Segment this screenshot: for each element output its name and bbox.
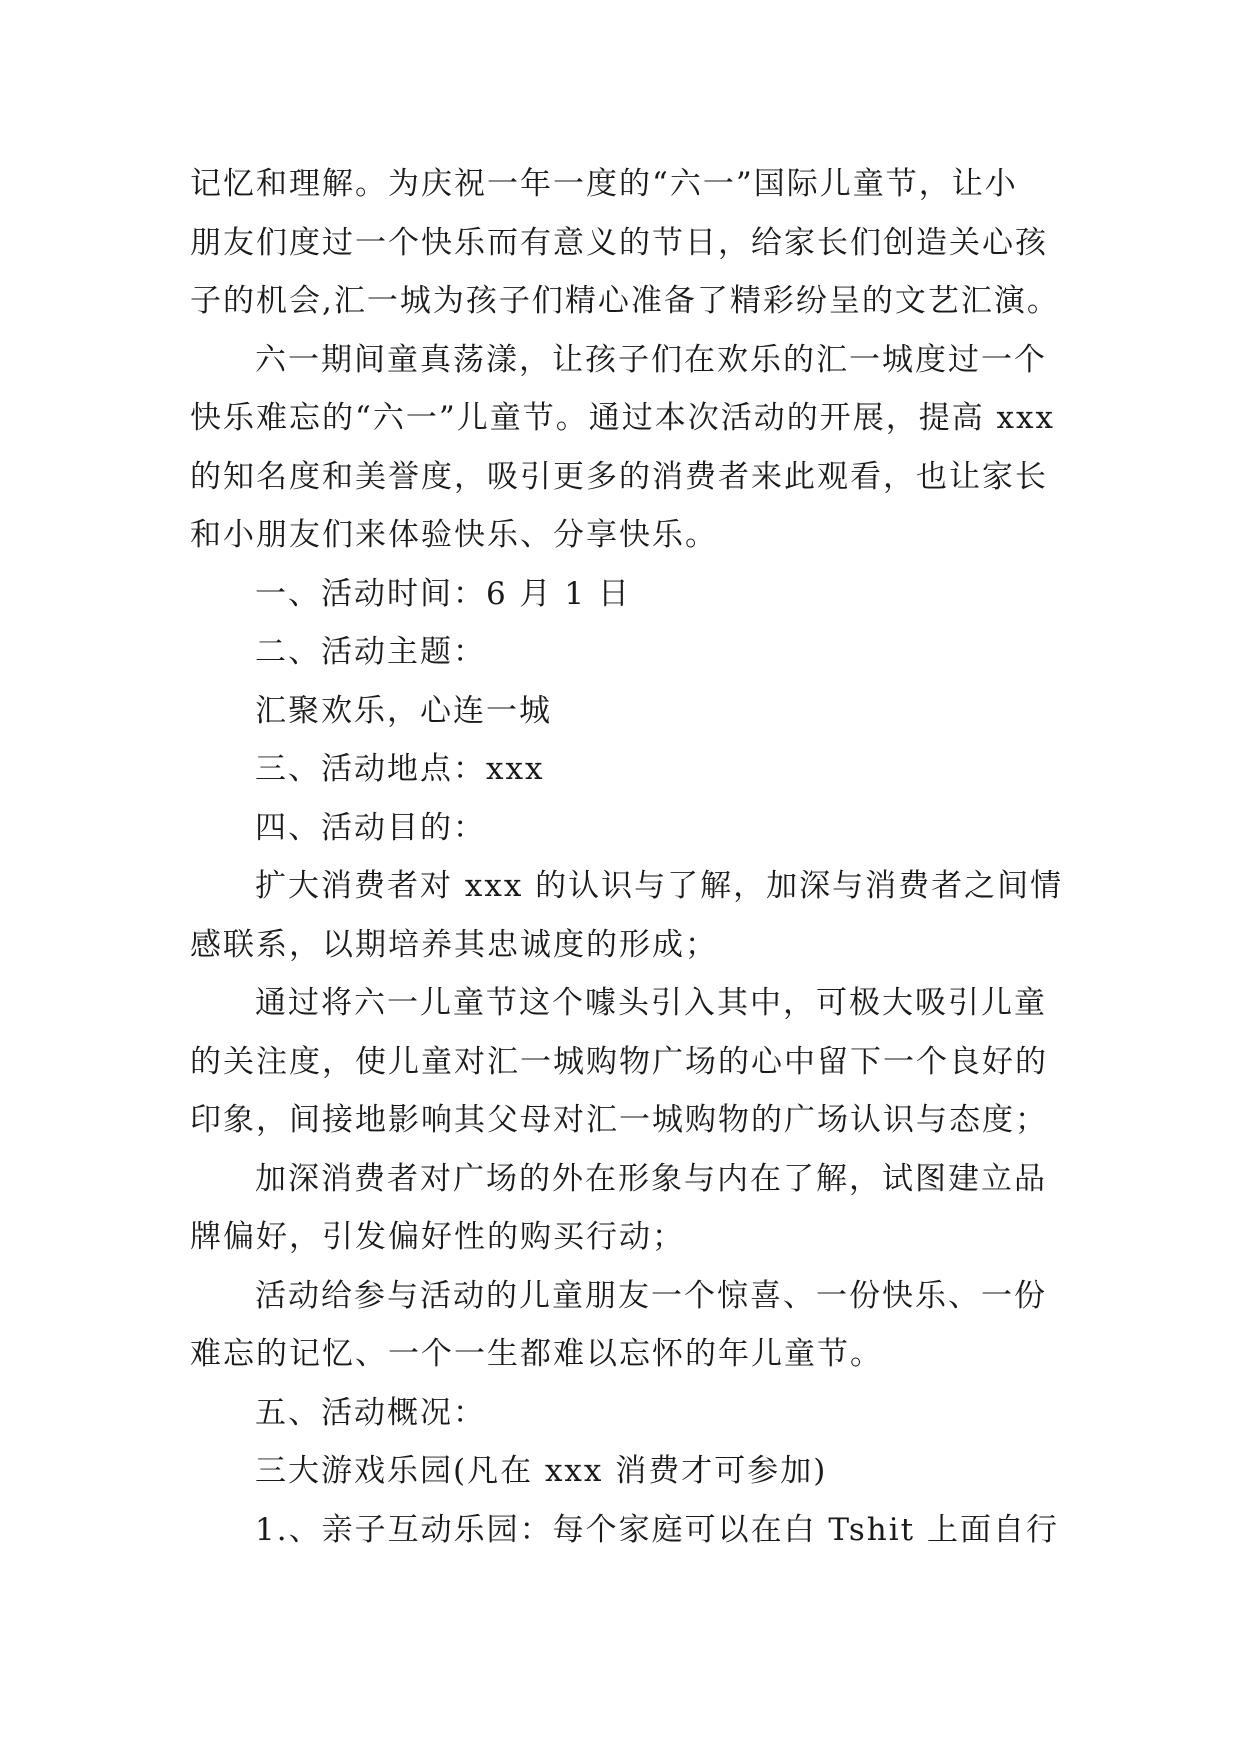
theme-text: 汇聚欢乐，心连一城 [255,692,552,729]
paragraph-start-line: 扩大消费者对 xxx 的认识与了解，加深与消费者之间情 [255,868,1064,904]
document-body [190,155,1090,1559]
text-line: 和小朋友们来体验快乐、分享快乐。 [190,517,718,553]
text-line: 印象，间接地影响其父母对汇一城购物的广场认识与态度； [190,1102,1048,1138]
text-line: 朋友们度过一个快乐而有意义的节日，给家长们创造关心孩 [190,224,1048,261]
paragraph-start-line: 三大游戏乐园(凡在 xxx 消费才可参加) [255,1453,828,1489]
section-heading-time: 一、活动时间：6 月 1 日 [255,575,632,612]
section-heading-purpose: 四、活动目的： [255,809,486,846]
paragraph-start-line: 六一期间童真荡漾，让孩子们在欢乐的汇一城度过一个 [255,341,1047,378]
text-line: 记忆和理解。为庆祝一年一度的“六一”国际儿童节，让小 [190,166,1018,202]
text-line: 牌偏好，引发偏好性的购买行动； [190,1219,685,1255]
paragraph-start-line: 加深消费者对广场的外在形象与内在了解，试图建立品 [255,1160,1047,1197]
section-heading-overview: 五、活动概况： [255,1394,486,1431]
text-line: 感联系，以期培养其忠诚度的形成； [190,926,718,963]
paragraph-start-line: 活动给参与活动的儿童朋友一个惊喜、一份快乐、一份 [255,1277,1047,1314]
text-line: 的关注度，使儿童对汇一城购物广场的心中留下一个良好的 [190,1043,1048,1080]
list-item-line: 1.、亲子互动乐园：每个家庭可以在白 Tshit 上面自行 [255,1511,1059,1548]
text-line: 难忘的记忆、一个一生都难以忘怀的年儿童节。 [190,1336,883,1372]
text-line: 快乐难忘的“六一”儿童节。通过本次活动的开展，提高 xxx [190,400,1055,436]
paragraph-start-line: 通过将六一儿童节这个噱头引入其中，可极大吸引儿童 [255,985,1047,1021]
text-line: 的知名度和美誉度，吸引更多的消费者来此观看，也让家长 [190,458,1048,495]
section-heading-location: 三、活动地点：xxx [255,751,545,787]
text-line: 子的机会,汇一城为孩子们精心准备了精彩纷呈的文艺汇演。 [190,283,1060,319]
section-heading-theme: 二、活动主题： [255,634,486,670]
